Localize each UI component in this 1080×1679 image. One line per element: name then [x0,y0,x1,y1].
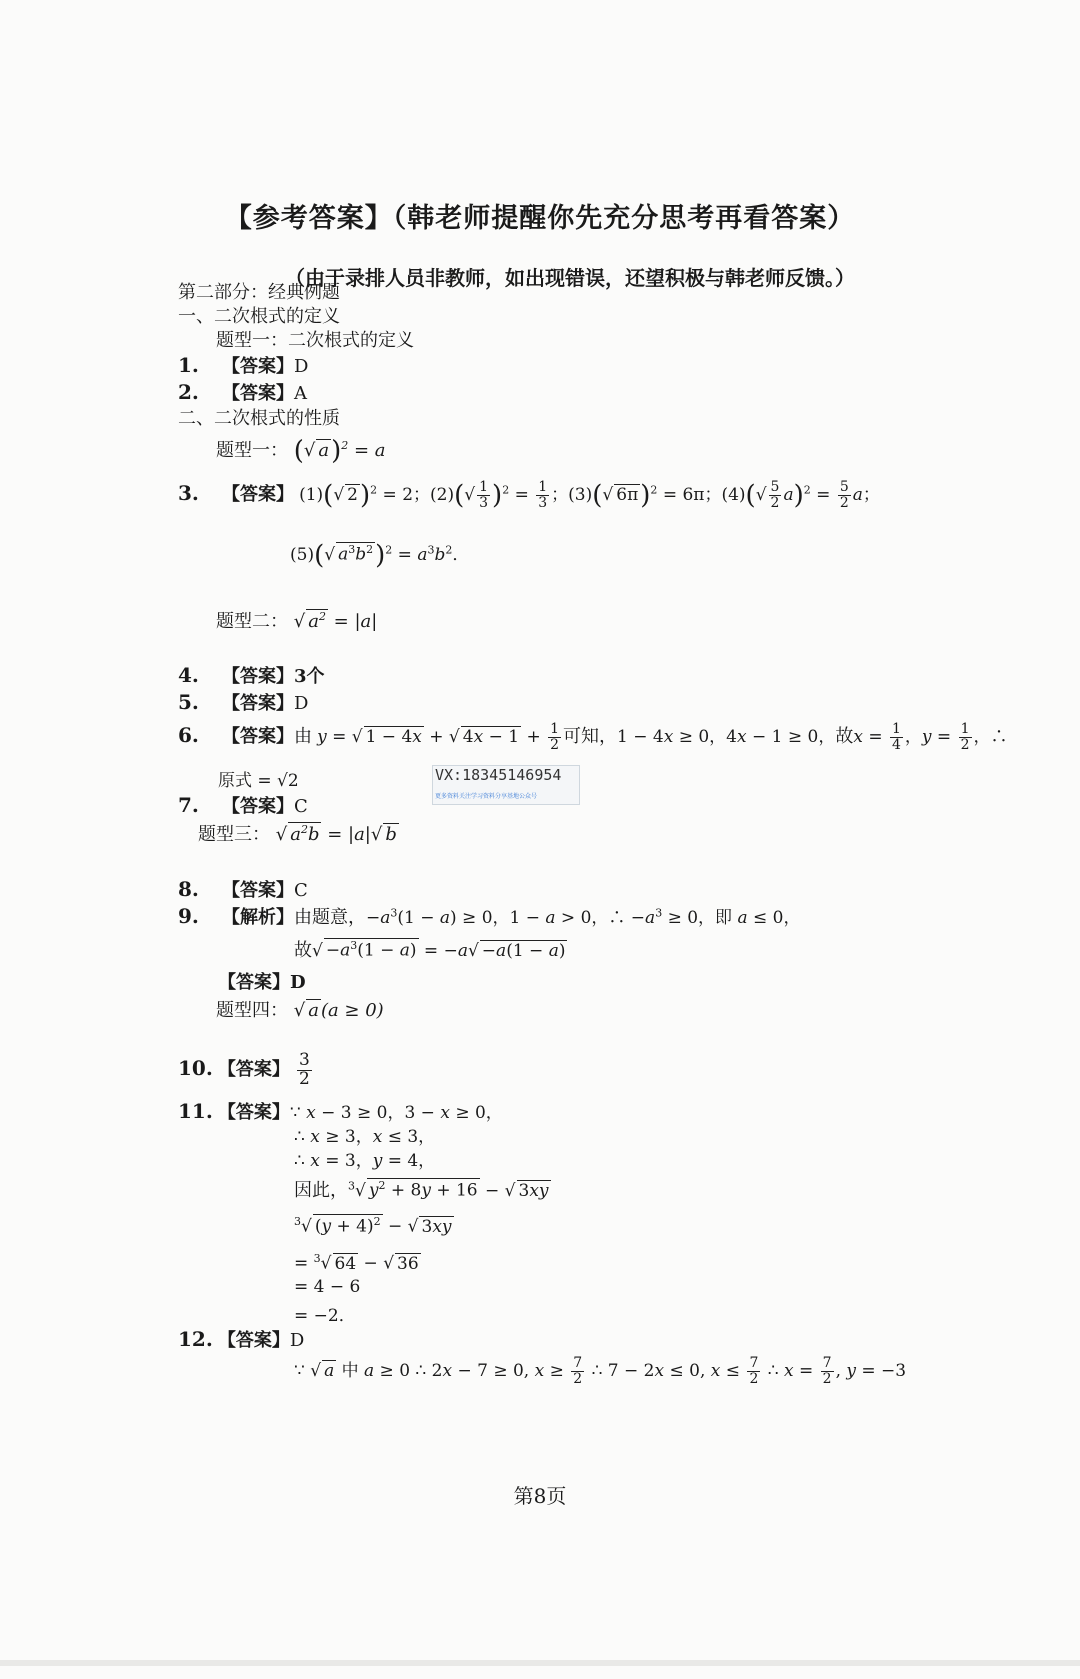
formula: $^3$√ $y^2 + 8y + 16$ − √ 3xy [348,1179,549,1201]
answer-label: 【答案】 [221,726,294,747]
answer-row-1 [178,352,308,378]
formula: ∵ x − 3 ≥ 0，3 − x ≥ 0， [289,1103,503,1123]
item-number: 11. [178,1099,213,1123]
formula: √ $a^2 = |a|$ [293,610,378,632]
answer-row-12 [178,1326,304,1352]
step: = −2． [294,1306,356,1326]
answer-row-10 [178,1052,314,1089]
answer-row-3 [178,480,880,511]
answer-row-8 [178,876,308,902]
item-number: 12. [178,1327,213,1351]
type-4 [216,996,384,1022]
answer-row-9 [178,903,800,929]
formula: x = $\frac{1}{4}$ ，y = $\frac{1}{2}$ ，∴ [853,721,1008,753]
step: ∴ x = 3，y = 4， [294,1151,436,1171]
answer-value: A [293,383,307,404]
answer-label: 【答案】 [218,972,290,993]
answer-value: D [293,693,309,714]
text: 故 [294,940,312,961]
text: 故 [835,726,854,747]
answer-label: 【答案】 [217,1102,290,1123]
answer-row-9-answer [218,968,306,994]
watermark-badge [432,765,580,805]
step: $^3$√ $(y + 4)^2$ − √ 3xy [294,1215,452,1237]
answer-row-9-cont [294,936,567,962]
answer-value: C [293,796,308,817]
type-label: 题型二： [216,611,288,632]
item-number: 1. [178,353,199,377]
answer-row-3-cont: (5)(√ $a^3b^2)^2 = a^3b^2$． [290,540,470,571]
answer-label: 【答案】 [221,484,294,505]
answer-row-2 [178,379,307,405]
page-title: 【参考答案】（韩老师提醒你先充分思考再看答案） [224,203,856,234]
answer-value: C [293,880,308,901]
formula: $-a^3(1 - a) \ge 0$，1 − a > 0，∴ $-a^3 \ge 0$，即 a ≤ 0， [365,906,801,928]
section-part2: 第二部分：经典例题 [178,282,340,303]
item-number: 4. [178,663,199,687]
answer-label: 【答案】 [221,880,294,901]
answer-value: D [290,972,306,993]
item-number: 7. [178,793,199,817]
page-subtitle: （由于录排人员非教师，如出现错误，还望积极与韩老师反馈。） [285,266,855,290]
item-number: 8. [178,877,199,901]
analysis-label: 【解析】 [221,907,294,928]
answer-row-7 [178,792,308,818]
formula: √ $a^2b = |a|√$ b [275,823,397,845]
watermark-text: VX:18345146954 [435,766,562,784]
formula: √ $-a^3(1 - a) = -a√ -a(1 - a)$ [312,939,566,961]
step: ∴ x ≥ 3，x ≤ 3， [294,1127,436,1147]
page-number: 第8页 [513,1484,567,1508]
step: = $^3$√ 64 − √ 36 [294,1252,419,1274]
answer-label: 【答案】 [217,1330,290,1351]
item-number: 10. [178,1055,213,1080]
item-number: 2. [178,380,199,404]
type-2 [216,607,377,633]
answer-row-12-cont: ∵ √ a 中 a ≥ 0 ∴ 2x − 7 ≥ 0, x ≥ $\frac{7}{2}$ ∴ 7 − 2x ≤ 0, x ≤ $\frac{7}{2}$ ∴ x = $\frac{7}{2}$ , y = −3 [294,1355,907,1387]
answer-label: 【答案】 [221,666,294,687]
formula: 1 − 4x ≥ 0，4x − 1 ≥ 0， [617,727,836,747]
answer-row-6 [178,722,1008,753]
answer-value: 3个 [293,666,325,687]
text: 可知， [563,726,618,747]
answer-value: D [293,356,309,377]
step [294,1176,551,1202]
answer-label: 【答案】 [221,693,294,714]
type-1 [216,436,386,466]
answer-row-6-cont: 原式 = √2 [218,771,299,791]
formula: (√ a)$^2$ = a [293,436,386,466]
text: 因此， [294,1180,348,1201]
item-number: 3. [178,481,199,505]
formula: (1)(√ 2)$^2$ = 2；(2)(√ $\frac{1}{3}$ )$^2$ = $\frac{1}{3}$ ；(3)(√ 6π)$^2$ = 6π；(4)(√ $\frac{5}{2}$ a)$^2$ = $\frac{5}{2}$ a； [299,479,880,511]
watermark-strip: 更多资料关注学习资料分享基地公众号 [435,793,538,800]
formula: √ a (a ≥ 0) [293,1000,384,1021]
step: = 4 − 6 [294,1277,361,1297]
type-label: 题型三： [198,824,270,845]
item-number: 9. [178,904,199,928]
formula: y = √ 1 − 4x + √ 4x − 1 + $\frac{1}{2}$ [317,721,560,753]
text: 由题意， [293,907,366,928]
type-label: 题型四： [216,1000,288,1021]
section-definition: 一、二次根式的定义 [178,306,340,327]
item-number: 5. [178,690,199,714]
answer-label: 【答案】 [221,796,294,817]
type-label: 题型一： [216,440,288,461]
type-3 [198,820,399,846]
answer-label: 【答案】 [217,1058,290,1080]
answer-label: 【答案】 [221,383,294,404]
scan-edge [0,1660,1080,1666]
section-properties: 二、二次根式的性质 [178,408,340,429]
item-number: 6. [178,723,199,747]
formula: $\frac{3}{2}$ [298,1050,310,1089]
text: 由 [293,726,312,747]
answer-label: 【答案】 [221,356,294,377]
type-definition: 题型一：二次根式的定义 [216,330,414,351]
answer-value: D [289,1330,305,1351]
answer-row-4 [178,662,325,688]
answer-row-11 [178,1098,503,1124]
answer-row-5 [178,689,308,715]
